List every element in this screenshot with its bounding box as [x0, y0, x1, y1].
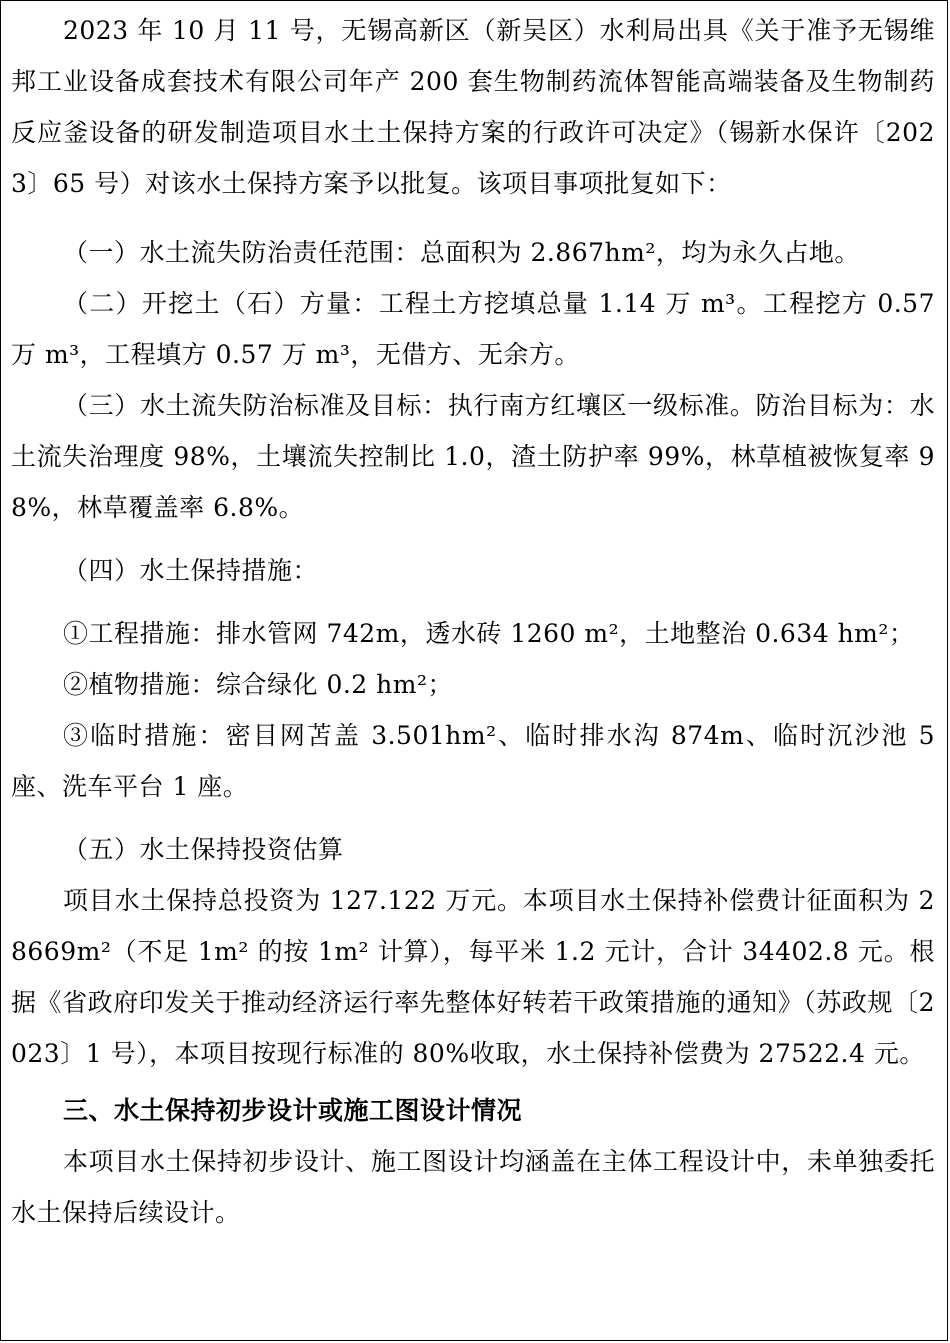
item-5-paragraph: （五）水土保持投资估算 [63, 835, 344, 864]
measure-3-paragraph: ③临时措施：密目网苫盖 3.501hm²、临时排水沟 874m、临时沉沙池 5 座、洗车平台 1 座。 [11, 721, 935, 801]
investment-paragraph: 项目水土保持总投资为 127.122 万元。本项目水土保持补偿费计征面积为 28669m²（不足 1m² 的按 1m² 计算），每平米 1.2 元计，合计 34402.8 元。根据《省政府印发关于推动经济运行率先整体好转若干政策措施的通知》（苏政规〔2023〕1 号），本项目按现行标准的 80%收取，水土保持补偿费为 27522.4 元。 [11, 886, 935, 1068]
document-body [11, 5, 935, 1238]
item-3-paragraph: （三）水土流失防治标准及目标：执行南方红壤区一级标准。防治目标为：水土流失治理度 98%，土壤流失控制比 1.0，渣土防护率 99%，林草植被恢复率 98%，林草覆盖率 6.8%。 [11, 391, 935, 522]
design-paragraph: 本项目水土保持初步设计、施工图设计均涵盖在主体工程设计中，未单独委托水土保持后续设计。 [11, 1147, 935, 1227]
intro-paragraph: 2023 年 10 月 11 号，无锡高新区（新吴区）水利局出具《关于准予无锡维邦工业设备成套技术有限公司年产 200 套生物制药流体智能高端装备及生物制药反应釜设备的研发制造项目水土土保持方案的行政许可决定》（锡新水保许〔2023〕65 号）对该水土保持方案予以批复。该项目事项批复如下： [11, 16, 935, 198]
measure-1-paragraph: ①工程措施：排水管网 742m，透水砖 1260 m²，土地整治 0.634 hm²； [63, 619, 915, 648]
section-3-heading: 三、水土保持初步设计或施工图设计情况 [63, 1096, 523, 1125]
measure-2-paragraph: ②植物措施：综合绿化 0.2 hm²； [63, 670, 453, 699]
item-1-paragraph: （一）水土流失防治责任范围：总面积为 2.867hm²，均为永久占地。 [63, 238, 860, 267]
item-4-paragraph: （四）水土保持措施： [63, 556, 319, 585]
item-2-paragraph: （二）开挖土（石）方量：工程土方挖填总量 1.14 万 m³。工程挖方 0.57 万 m³，工程填方 0.57 万 m³，无借方、无余方。 [11, 289, 935, 369]
